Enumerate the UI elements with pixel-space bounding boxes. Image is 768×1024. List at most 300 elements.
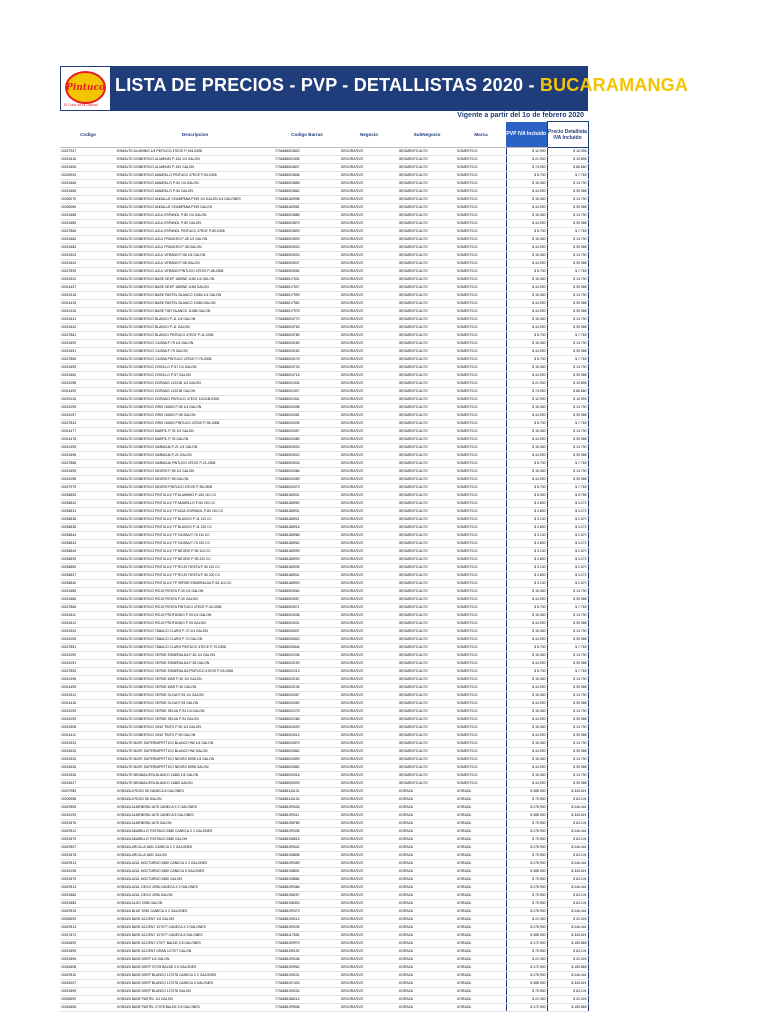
cell-codigo: 10227947 [60,148,116,156]
cell-marca: DOMESTICO [456,684,506,692]
cell-descripcion: ESMALTE DOMESTICO AZUL VERANO PINTUCO 47ECE P-58-0308 [116,268,274,276]
table-row [60,212,588,220]
cell-codigo: 10014097 [60,412,116,420]
cell-descripcion: ESMALTE DOMESTICO PINTULUX TP AMARILLO P-54 220 CC [116,500,274,508]
cell-descripcion: KORAZA A ROJO 55 CANECA 5 GALONES [116,788,274,796]
cell-codigo: 10012495 [60,444,116,452]
cell-codigo-barras: 7704488199042 [274,844,340,852]
cell-negocio: DECORATIVO [340,564,398,572]
cell-codigo-barras: 7704488002073 [274,484,340,492]
cell-pvp: $ 388.900 [506,980,547,988]
cell-subnegocio: SEGMENTO ALTO [398,548,456,556]
cell-pvp: $ 44.900 [506,700,547,708]
table-row [60,996,588,1004]
cell-codigo-barras: 7704488199979 [274,940,340,948]
cell-marca: DOMESTICO [456,316,506,324]
cell-subnegocio: SEGMENTO ALTO [398,412,456,420]
cell-descripcion: ESMALTE MATE SUPERIMPETTICO BLANCO 9W 1/4 GALON [116,740,274,748]
column-header: Codigo Barras [274,122,340,148]
cell-marca: DOMESTICO [456,668,506,676]
cell-codigo-barras: 7704488198891 [274,868,340,876]
cell-codigo: 10013406 [60,164,116,172]
cell-marca: DOMESTICO [456,340,506,348]
cell-marca: KORAZA [456,924,506,932]
page-title-main: LISTA DE PRECIOS - PVP - DETALLISTAS 2020 - [115,75,540,95]
cell-detallista: $ 13.790 [547,772,588,780]
table-row [60,332,588,340]
cell-pvp: $ 44.900 [506,308,547,316]
cell-detallista: $ 13.790 [547,364,588,372]
table-row [60,404,588,412]
cell-negocio: DECORATIVO [340,628,398,636]
cell-codigo: 10014091 [60,660,116,668]
cell-codigo: 10254839 [60,556,116,564]
cell-subnegocio: KORAZA [398,860,456,868]
cell-negocio: DECORATIVO [340,244,398,252]
cell-detallista: $ 7.763 [547,668,588,676]
cell-codigo: 10207983 [60,788,116,796]
cell-descripcion: KORAZA BASE ACCENT GRAN 127077 GALON [116,948,274,956]
table-row [60,516,588,524]
cell-subnegocio: SEGMENTO ALTO [398,172,456,180]
cell-detallista: $ 13.790 [547,252,588,260]
cell-descripcion: ESMALTE DOMESTICO PINTULUX TP CAOBA P-75 110 CC [116,532,274,540]
cell-codigo-barras: 7704488188214 [274,996,340,1004]
table-row [60,156,588,164]
cell-codigo-barras: 7704488199359 [274,860,340,868]
cell-detallista: $ 13.790 [547,180,588,188]
cell-subnegocio: KORAZA [398,852,456,860]
table-row [60,604,588,612]
page-title [115,75,688,96]
cell-codigo: 10014005 [60,636,116,644]
cell-codigo-barras: 7704488003954 [274,268,340,276]
cell-descripcion: ESMALTE DOMESTICO AZUL ESPANOL P-80 GALON [116,220,274,228]
cell-pvp: $ 15.300 [506,588,547,596]
cell-negocio: DECORATIVO [340,764,398,772]
cell-detallista: $ 153.883 [547,1004,588,1012]
cell-detallista: $ 246.441 [547,860,588,868]
cell-subnegocio: SEGMENTO ALTO [398,516,456,524]
cell-marca: DOMESTICO [456,740,506,748]
cell-descripcion: ESMALTE DOMESTICO TABACO CLARO P-70 1/4 GALON [116,628,274,636]
cell-detallista: $ 13.790 [547,468,588,476]
cell-pvp: $ 15.300 [506,364,547,372]
cell-descripcion: ESMALTE DOMESTICO AZUL FRANCES P-35 1/4 GALON [116,236,274,244]
cell-subnegocio: SEGMENTO ALTO [398,780,456,788]
table-row [60,844,588,852]
cell-descripcion: ESMALTE DOMESTICO PINTULUX TP BLANCO P-11 110 CC [116,516,274,524]
cell-codigo-barras: 7704488003862 [274,188,340,196]
cell-codigo-barras: 7704488003957 [274,596,340,604]
cell-detallista: $ 39.966 [547,244,588,252]
cell-marca: DOMESTICO [456,188,506,196]
cell-subnegocio: SEGMENTO ALTO [398,180,456,188]
cell-negocio: DECORATIVO [340,852,398,860]
cell-detallista: $ 20.023 [547,996,588,1004]
cell-codigo: 10012525 [60,756,116,764]
cell-detallista: $ 7.763 [547,228,588,236]
cell-marca: DOMESTICO [456,388,506,396]
cell-codigo-barras: 7704488003964 [274,588,340,596]
cell-marca: DOMESTICO [456,500,506,508]
cell-negocio: DECORATIVO [340,676,398,684]
cell-detallista: $ 13.790 [547,628,588,636]
cell-negocio: DECORATIVO [340,292,398,300]
cell-codigo-barras: 7704488002005 [274,420,340,428]
page-title-city: BUCARAMANGA [539,75,689,95]
cell-detallista: $ 13.790 [547,652,588,660]
cell-detallista: $ 39.966 [547,764,588,772]
cell-marca: DOMESTICO [456,380,506,388]
cell-detallista: $ 3.272 [547,500,588,508]
table-row [60,540,588,548]
cell-codigo: 10012503 [60,252,116,260]
cell-negocio: DECORATIVO [340,900,398,908]
cell-detallista: $ 66.660 [547,164,588,172]
cell-negocio: DECORATIVO [340,188,398,196]
table-row [60,252,588,260]
cell-codigo-barras: 7704488002145 [274,684,340,692]
table-row [60,444,588,452]
cell-descripcion: ESMALTE DOMESTICO BASE PASTEL BLANCO 11084 GALON [116,300,274,308]
table-row [60,508,588,516]
cell-marca: DOMESTICO [456,444,506,452]
cell-codigo: 10267810 [60,972,116,980]
cell-subnegocio: KORAZA [398,812,456,820]
validity-note: Vigente a partir del 1o de febrero 2020 [457,112,584,119]
cell-subnegocio: KORAZA [398,924,456,932]
cell-subnegocio: SEGMENTO ALTO [398,476,456,484]
cell-codigo-barras: 7704488188968 [274,532,340,540]
table-row [60,860,588,868]
cell-descripcion: ESMALTE DOMESTICO CRIOLLO P-57 1/4 GALON [116,364,274,372]
cell-detallista: $ 3.272 [547,572,588,580]
table-row [60,316,588,324]
cell-descripcion: ESMALTE DOMESTICO ROJO PROFUNDO P-93 GALON [116,620,274,628]
cell-pvp: $ 44.900 [506,300,547,308]
cell-pvp: $ 70.900 [506,796,547,804]
cell-pvp: $ 15.300 [506,316,547,324]
cell-pvp: $ 70.900 [506,900,547,908]
table-row [60,460,588,468]
cell-negocio: DECORATIVO [340,724,398,732]
cell-codigo: 10254843 [60,540,116,548]
cell-pvp: $ 44.900 [506,284,547,292]
cell-subnegocio: SEGMENTO ALTO [398,660,456,668]
cell-detallista: $ 39.966 [547,308,588,316]
cell-detallista: $ 63.101 [547,876,588,884]
cell-detallista: $ 7.763 [547,420,588,428]
cell-marca: KORAZA [456,868,506,876]
table-row [60,588,588,596]
cell-codigo: 10012512 [60,692,116,700]
cell-descripcion: ESMALTE MINIMALISTA BLANCO 11883 1/4 GALON [116,772,274,780]
cell-detallista: $ 13.790 [547,404,588,412]
cell-pvp: $ 276.900 [506,828,547,836]
table-row [60,1004,588,1012]
cell-codigo: 10016193 [60,812,116,820]
cell-pvp: $ 44.900 [506,476,547,484]
cell-marca: DOMESTICO [456,676,506,684]
table-row [60,812,588,820]
cell-codigo-barras: 7704488002152 [274,676,340,684]
cell-negocio: DECORATIVO [340,428,398,436]
cell-negocio: DECORATIVO [340,180,398,188]
table-row [60,220,588,228]
cell-subnegocio: KORAZA [398,956,456,964]
table-row [60,804,588,812]
cell-marca: DOMESTICO [456,516,506,524]
table-row [60,980,588,988]
cell-codigo-barras: 7704488003822 [274,148,340,156]
cell-codigo-barras: 7704488003971 [274,604,340,612]
cell-descripcion: ESMALTE DOMESTICO PINTULUX TP BLANCO P-11 220 CC [116,524,274,532]
cell-detallista: $ 13.790 [547,340,588,348]
cell-codigo-barras: 7704488000909 [274,780,340,788]
cell-marca: DOMESTICO [456,436,506,444]
cell-pvp: $ 70.900 [506,892,547,900]
cell-negocio: DECORATIVO [340,748,398,756]
cell-detallista: $ 63.101 [547,852,588,860]
cell-codigo: 10227979 [60,484,116,492]
cell-codigo: 10254849 [60,548,116,556]
cell-descripcion: KORAZA BASE ACCENT 127077 CANECA X 2 GALONES [116,924,274,932]
cell-codigo: 10012098 [60,380,116,388]
cell-marca: DOMESTICO [456,468,506,476]
cell-marca: DOMESTICO [456,644,506,652]
table-row [60,908,588,916]
cell-detallista: $ 13.790 [547,692,588,700]
cell-negocio: DECORATIVO [340,772,398,780]
table-row [60,684,588,692]
cell-marca: DOMESTICO [456,748,506,756]
cell-negocio: DECORATIVO [340,884,398,892]
cell-negocio: DECORATIVO [340,388,398,396]
cell-negocio: DECORATIVO [340,156,398,164]
cell-detallista: $ 39.966 [547,204,588,212]
cell-subnegocio: SEGMENTO ALTO [398,492,456,500]
table-row [60,972,588,980]
cell-marca: DOMESTICO [456,756,506,764]
cell-marca: KORAZA [456,804,506,812]
cell-marca: DOMESTICO [456,508,506,516]
cell-codigo-barras: 7704488188916 [274,524,340,532]
cell-codigo: 10012611 [60,612,116,620]
table-row [60,780,588,788]
cell-negocio: DECORATIVO [340,436,398,444]
cell-descripcion: ESMALTE DOMESTICO AMARILLO P-54 GALON [116,188,274,196]
cell-detallista: $ 63.101 [547,900,588,908]
table-row [60,372,588,380]
logo-wordmark: Pintuco [66,82,105,93]
cell-codigo-barras: 7704488004029 [274,724,340,732]
cell-descripcion: ESMALTE DOMESTICO AZUL VERANO P-58 GALON [116,260,274,268]
cell-codigo: 10253590 [60,996,116,1004]
cell-subnegocio: KORAZA [398,908,456,916]
cell-codigo: 10227851 [60,644,116,652]
cell-descripcion: KORAZA BASE PASTEL 27076 BALDE 2.5 GALONES [116,1004,274,1012]
cell-detallista: $ 63.101 [547,892,588,900]
cell-codigo-barras: 7704488199011 [274,812,340,820]
cell-negocio: DECORATIVO [340,860,398,868]
cell-negocio: DECORATIVO [340,172,398,180]
cell-codigo: 10227853 [60,668,116,676]
table-row [60,732,588,740]
table-row [60,748,588,756]
cell-codigo-barras: 7704488017531 [274,276,340,284]
cell-pvp: $ 8.700 [506,460,547,468]
cell-subnegocio: KORAZA [398,1004,456,1012]
cell-descripcion: ESMALTE DOMESTICO BLANCO P-11 1/4 GALON [116,316,274,324]
cell-subnegocio: SEGMENTO ALTO [398,332,456,340]
cell-negocio: DECORATIVO [340,212,398,220]
cell-negocio: DECORATIVO [340,204,398,212]
cell-negocio: DECORATIVO [340,916,398,924]
cell-subnegocio: SEGMENTO ALTO [398,468,456,476]
cell-descripcion: KORAZA A ROJO 55 GALON [116,796,274,804]
cell-codigo-barras: 7704488003497 [274,428,340,436]
cell-detallista: $ 39.966 [547,748,588,756]
cell-codigo-barras: 7704488003855 [274,180,340,188]
cell-negocio: DECORATIVO [340,316,398,324]
cell-marca: KORAZA [456,884,506,892]
cell-codigo: 10014495 [60,684,116,692]
cell-pvp: $ 21.900 [506,156,547,164]
cell-marca: DOMESTICO [456,572,506,580]
cell-codigo: 10014093 [60,716,116,724]
cell-codigo-barras: 7704488002206 [274,652,340,660]
cell-codigo: 10014527 [60,780,116,788]
table-row [60,340,588,348]
cell-descripcion: ESMALTE DOMESTICO AZUL ESPANOL P-80 1/4 GALON [116,212,274,220]
cell-subnegocio: KORAZA [398,804,456,812]
cell-marca: DOMESTICO [456,708,506,716]
cell-detallista: $ 39.966 [547,620,588,628]
cell-detallista: $ 19.895 [547,156,588,164]
cell-negocio: DECORATIVO [340,972,398,980]
cell-descripcion: ESMALTE DOMESTICO VINO TINTO P-90 1/4 GALON [116,724,274,732]
cell-subnegocio: SEGMENTO ALTO [398,364,456,372]
cell-descripcion: KORAZA ARCILLA 1651 GALON [116,852,274,860]
cell-codigo: 10016198 [60,868,116,876]
table-row [60,244,588,252]
cell-codigo-barras: 7704488000637 [274,628,340,636]
cell-codigo: 10226904 [60,172,116,180]
cell-subnegocio: SEGMENTO ALTO [398,396,456,404]
cell-pvp: $ 44.900 [506,348,547,356]
cell-marca: KORAZA [456,964,506,972]
cell-descripcion: ESMALTE DOMESTICO VERDE OLIVA P-93 GALON [116,700,274,708]
cell-subnegocio: KORAZA [398,836,456,844]
cell-negocio: DECORATIVO [340,396,398,404]
cell-marca: DOMESTICO [456,428,506,436]
logo-area [61,67,110,110]
cell-subnegocio: SEGMENTO ALTO [398,772,456,780]
cell-codigo: 10012524 [60,740,116,748]
cell-codigo-barras: 7704488004031 [274,620,340,628]
cell-negocio: DECORATIVO [340,532,398,540]
cell-pvp: $ 15.300 [506,708,547,716]
cell-marca: DOMESTICO [456,724,506,732]
cell-codigo: 10254853 [60,492,116,500]
cell-negocio: DECORATIVO [340,876,398,884]
cell-descripcion: ESMALTE DOMESTICO BASE DEEP 1850NE 1/4M 1/4 GALON [116,276,274,284]
cell-descripcion: KORAZA BASE DEEP BLANCO 127078 CANECA X 2 GALONES [116,972,274,980]
cell-subnegocio: KORAZA [398,828,456,836]
cell-marca: DOMESTICO [456,452,506,460]
cell-subnegocio: SEGMENTO ALTO [398,460,456,468]
cell-subnegocio: KORAZA [398,788,456,796]
cell-negocio: DECORATIVO [340,340,398,348]
cell-descripcion: ESMALTE DOMESTICO VINO TINTO P-90 GALON [116,732,274,740]
cell-negocio: DECORATIVO [340,252,398,260]
cell-marca: KORAZA [456,916,506,924]
cell-detallista: $ 63.101 [547,820,588,828]
cell-detallista: $ 5.789 [547,492,588,500]
cell-detallista: $ 13.790 [547,724,588,732]
table-row [60,828,588,836]
cell-detallista: $ 13.790 [547,756,588,764]
cell-codigo: 10013579 [60,876,116,884]
cell-detallista: $ 39.966 [547,780,588,788]
column-header-detallista: Precio Detallista IVA Incluido [547,122,588,148]
cell-marca: DOMESTICO [456,540,506,548]
cell-marca: DOMESTICO [456,172,506,180]
cell-negocio: DECORATIVO [340,820,398,828]
cell-codigo-barras: 7704488002268 [274,716,340,724]
cell-pvp: $ 8.700 [506,420,547,428]
cell-pvp: $ 4.800 [506,508,547,516]
cell-descripcion: ESMALTE DOMESTICO NARANJA P-21 1/4 GALON [116,444,274,452]
cell-codigo-barras: 7704488002879 [274,740,340,748]
cell-detallista: $ 345.621 [547,812,588,820]
cell-marca: DOMESTICO [456,268,506,276]
cell-detallista: $ 63.101 [547,948,588,956]
cell-pvp: $ 4.800 [506,540,547,548]
cell-subnegocio: KORAZA [398,796,456,804]
table-row [60,476,588,484]
cell-detallista: $ 39.966 [547,412,588,420]
cell-detallista: $ 39.966 [547,300,588,308]
cell-detallista: $ 246.441 [547,924,588,932]
cell-codigo-barras: 7704488003922 [274,452,340,460]
cell-descripcion: ESMALTE DOMESTICO VERDE ESMERALDA PINTUCO 47ECE P-53-0308 [116,668,274,676]
cell-detallista: $ 63.101 [547,836,588,844]
column-header: Codigo [60,122,116,148]
cell-detallista: $ 13.790 [547,612,588,620]
cell-codigo: 10254842 [60,500,116,508]
cell-codigo: 10316608 [60,964,116,972]
cell-subnegocio: SEGMENTO ALTO [398,220,456,228]
cell-descripcion: KORAZA AMARILLO TOSTADO 2680 CANECA X 2 GALONES [116,828,274,836]
cell-marca: KORAZA [456,932,506,940]
cell-detallista: $ 2.670 [547,516,588,524]
cell-negocio: DECORATIVO [340,948,398,956]
cell-pvp: $ 44.900 [506,412,547,420]
cell-codigo-barras: 7704488000050 [274,700,340,708]
cell-codigo: 10227843 [60,420,116,428]
cell-pvp: $ 3.100 [506,516,547,524]
cell-subnegocio: SEGMENTO ALTO [398,284,456,292]
cell-descripcion: ESMALTE DOMESTICO VERDE ESMERALDA P-53 1/4 GALON [116,652,274,660]
cell-negocio: DECORATIVO [340,668,398,676]
cell-marca: DOMESTICO [456,148,506,156]
cell-pvp: $ 12.900 [506,396,547,404]
cell-subnegocio: SEGMENTO ALTO [398,612,456,620]
cell-negocio: DECORATIVO [340,836,398,844]
cell-pvp: $ 22.300 [506,916,547,924]
